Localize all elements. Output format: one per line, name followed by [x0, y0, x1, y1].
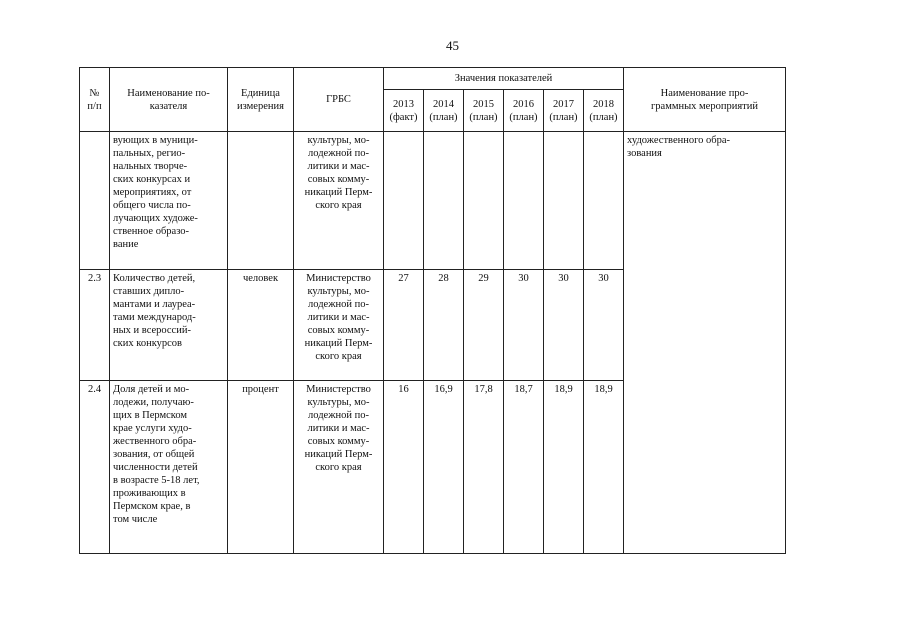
- header-year-2017: 2017 (план): [544, 90, 584, 132]
- header-num: № п/п: [80, 68, 110, 132]
- row-grbs: культуры, мо- лодежной по- литики и мас- совых комму- никаций Перм- ского края: [294, 132, 384, 270]
- row-num: 2.3: [80, 270, 110, 381]
- header-year-2015: 2015 (план): [464, 90, 504, 132]
- value-2018: 30: [584, 270, 624, 381]
- page-number: 45: [446, 38, 459, 53]
- row-unit: человек: [228, 270, 294, 381]
- table-row: [80, 132, 786, 270]
- value-2017: [544, 132, 584, 270]
- row-unit: [228, 132, 294, 270]
- value-2015: [464, 132, 504, 270]
- value-2014: [424, 132, 464, 270]
- header-grbs: ГРБС: [294, 68, 384, 132]
- header-year-2016: 2016 (план): [504, 90, 544, 132]
- row-num: 2.4: [80, 381, 110, 554]
- value-2017: 18,9: [544, 381, 584, 554]
- program-events-cell: художественного обра- зования: [624, 132, 786, 554]
- indicators-table: [79, 67, 786, 554]
- value-2015: 29: [464, 270, 504, 381]
- value-2014: 16,9: [424, 381, 464, 554]
- row-grbs: Министерство культуры, мо- лодежной по- литики и мас- совых комму- никаций Перм- ского края: [294, 381, 384, 554]
- header-year-2014: 2014 (план): [424, 90, 464, 132]
- header-values-group: Значения показателей: [384, 68, 624, 90]
- value-2013: 27: [384, 270, 424, 381]
- header-year-2013: 2013 (факт): [384, 90, 424, 132]
- header-program-events: Наименование про- граммных мероприятий: [624, 68, 786, 132]
- value-2016: 30: [504, 270, 544, 381]
- value-2015: 17,8: [464, 381, 504, 554]
- value-2013: [384, 132, 424, 270]
- header-year-2018: 2018 (план): [584, 90, 624, 132]
- row-num: [80, 132, 110, 270]
- row-unit: процент: [228, 381, 294, 554]
- value-2018: [584, 132, 624, 270]
- value-2013: 16: [384, 381, 424, 554]
- row-indicator-name: Доля детей и мо- лодежи, получаю- щих в Пермском крае услуги худо- жественного обра- зования, от общей численности детей в возрасте 5-18 лет, проживающих в Пермском крае, в том числе: [110, 381, 228, 554]
- value-2018: 18,9: [584, 381, 624, 554]
- header-indicator-name: Наименование по- казателя: [110, 68, 228, 132]
- value-2016: 18,7: [504, 381, 544, 554]
- row-indicator-name: вующих в муници- пальных, регио- нальных творче- ских конкурсах и мероприятиях, от общего числа по- лучающих художе- ственное образо- вание: [110, 132, 228, 270]
- header-unit: Единица измерения: [228, 68, 294, 132]
- row-grbs: Министерство культуры, мо- лодежной по- литики и мас- совых комму- никаций Перм- ского края: [294, 270, 384, 381]
- row-indicator-name: Количество детей, ставших дипло- мантами и лауреа- тами международ- ных и всероссий- ских конкурсов: [110, 270, 228, 381]
- value-2017: 30: [544, 270, 584, 381]
- value-2016: [504, 132, 544, 270]
- value-2014: 28: [424, 270, 464, 381]
